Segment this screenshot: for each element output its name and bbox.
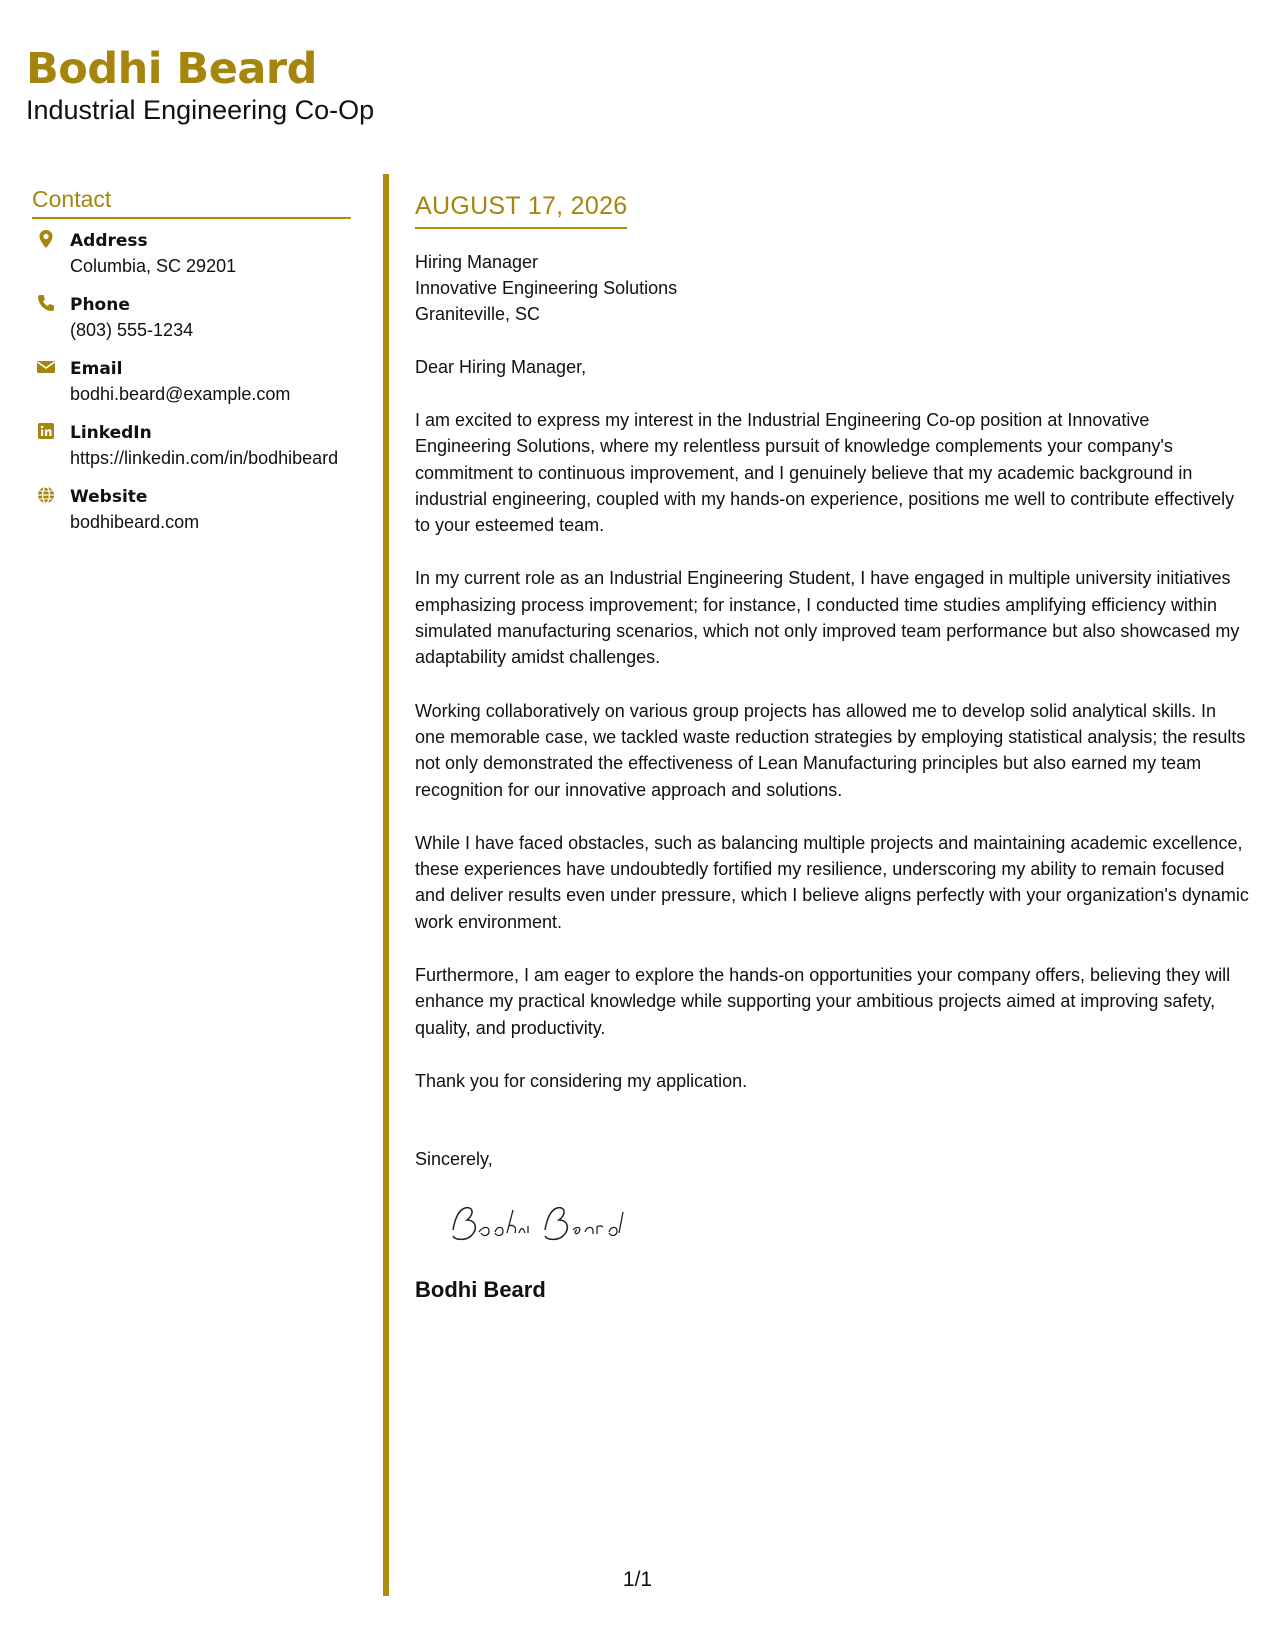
contact-label: Email	[70, 359, 123, 379]
contact-sidebar	[32, 186, 351, 549]
recipient-title: Hiring Manager	[415, 252, 539, 272]
vertical-divider	[383, 174, 389, 1596]
contact-phone	[32, 293, 351, 343]
recipient-company: Innovative Engineering Solutions	[415, 278, 678, 298]
map-marker-icon	[36, 229, 56, 249]
contact-website	[32, 485, 351, 535]
salutation: Dear Hiring Manager,	[415, 357, 587, 377]
linkedin-icon	[36, 421, 56, 441]
closing: Sincerely,	[415, 1149, 493, 1170]
contact-value: https://linkedin.com/in/bodhibeard	[70, 448, 339, 468]
phone-icon	[36, 293, 56, 313]
header	[26, 46, 374, 126]
contact-email	[32, 357, 351, 407]
contact-linkedin	[32, 421, 351, 471]
contact-value: Columbia, SC 29201	[70, 256, 237, 276]
page-number: 1/1	[622, 1568, 653, 1591]
paragraph: While I have faced obstacles, such as balancing multiple projects and maintaining academic excellence, these experiences have undoubtedly fortified my resilience, underscoring my ability to remain focused and deliver results even under pressure, which I believe aligns perfectly with your organization's dynamic work environment.	[415, 832, 1249, 932]
contact-label: Address	[70, 231, 148, 251]
paragraph: Thank you for considering my application.	[415, 1070, 748, 1091]
contact-label: Phone	[70, 295, 130, 315]
applicant-name: Bodhi Beard	[26, 44, 317, 94]
letter-body	[415, 192, 1250, 1303]
recipient-block	[415, 249, 1250, 327]
paragraph: Working collaboratively on various group projects has allowed me to develop solid analytical skills. In one memorable case, we tackled waste reduction strategies by employing statistical analysis; the results not only demonstrated the effectiveness of Lean Manufacturing principles but also earned my team recognition for our innovative approach and solutions.	[415, 700, 1246, 800]
paragraph: I am excited to express my interest in the Industrial Engineering Co-op position at Innovative Engineering Solutions, where my relentless pursuit of knowledge complements your company's commitment to continuous improvement, and I genuinely believe that my academic background in industrial engineering, coupled with my hands-on experience, positions me well to contribute effectively to your esteemed team.	[415, 410, 1235, 536]
envelope-icon	[36, 357, 56, 377]
contact-value: (803) 555-1234	[70, 320, 194, 340]
paragraph: In my current role as an Industrial Engineering Student, I have engaged in multiple university initiatives emphasizing process improvement; for instance, I conducted time studies amplifying efficiency within simulated manufacturing scenarios, which not only improved team performance but also showcased my adaptability amidst challenges.	[415, 568, 1240, 668]
letter-date: AUGUST 17, 2026	[415, 192, 627, 229]
contact-address	[32, 229, 351, 279]
contact-value: bodhibeard.com	[70, 512, 200, 532]
job-title: Industrial Engineering Co-Op	[26, 95, 375, 126]
handwritten-signature	[445, 1200, 645, 1250]
globe-icon	[36, 485, 56, 505]
contact-label: LinkedIn	[70, 423, 152, 443]
contact-value: bodhi.beard@example.com	[70, 384, 291, 404]
paragraph: Furthermore, I am eager to explore the hands-on opportunities your company offers, believing they will enhance my practical knowledge while supporting your ambitious projects aimed at improving safety, quality, and productivity.	[415, 965, 1231, 1038]
contact-label: Website	[70, 487, 148, 507]
signer-name: Bodhi Beard	[415, 1277, 546, 1303]
contact-heading: Contact	[32, 186, 351, 219]
contact-list	[32, 229, 351, 535]
recipient-location: Graniteville, SC	[415, 304, 541, 324]
